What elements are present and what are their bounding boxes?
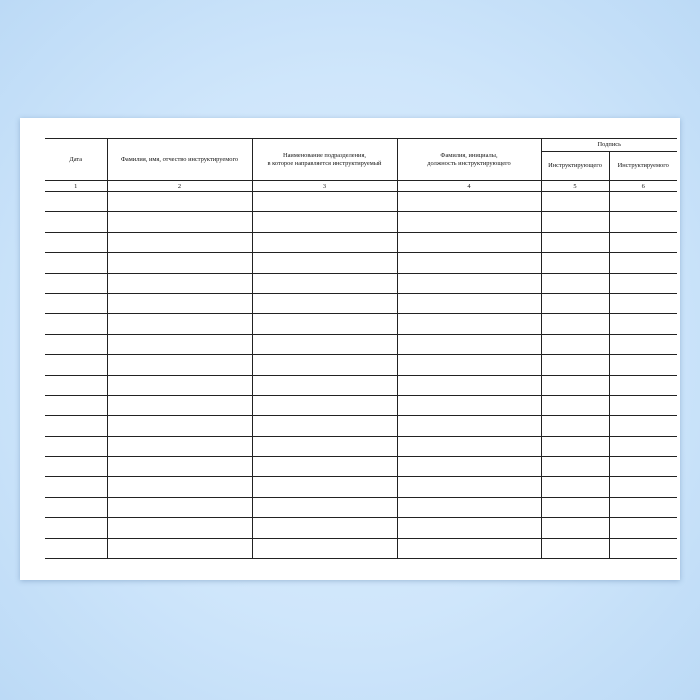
empty-cell[interactable] — [45, 436, 107, 456]
empty-cell[interactable] — [397, 416, 541, 436]
column-numbers-row — [45, 181, 677, 192]
empty-cell[interactable] — [252, 395, 397, 415]
form-sheet — [20, 118, 680, 580]
empty-cell[interactable] — [609, 416, 677, 436]
empty-cell[interactable] — [45, 477, 107, 497]
empty-cell[interactable] — [397, 375, 541, 395]
journal-table — [45, 138, 677, 559]
empty-cell[interactable] — [397, 497, 541, 517]
empty-cell[interactable] — [397, 232, 541, 252]
empty-cell[interactable] — [252, 334, 397, 354]
empty-cell[interactable] — [541, 395, 609, 415]
empty-cell[interactable] — [45, 314, 107, 334]
table-row — [45, 395, 677, 415]
empty-cell[interactable] — [45, 538, 107, 558]
empty-cell[interactable] — [541, 538, 609, 558]
table-row — [45, 457, 677, 477]
empty-cell[interactable] — [107, 334, 252, 354]
empty-cell[interactable] — [397, 212, 541, 232]
empty-cell[interactable] — [45, 253, 107, 273]
empty-cell[interactable] — [107, 538, 252, 558]
empty-cell[interactable] — [45, 375, 107, 395]
empty-cell[interactable] — [252, 375, 397, 395]
empty-cell[interactable] — [609, 538, 677, 558]
table-row — [45, 518, 677, 538]
empty-cell[interactable] — [609, 253, 677, 273]
empty-cell[interactable] — [252, 232, 397, 252]
empty-cell[interactable] — [609, 355, 677, 375]
table-row — [45, 232, 677, 252]
empty-cell[interactable] — [541, 334, 609, 354]
empty-cell[interactable] — [45, 457, 107, 477]
column-number: 1 — [45, 181, 107, 192]
header-sig-instructor: Инструктирующего — [541, 152, 609, 181]
empty-cell[interactable] — [45, 293, 107, 313]
table-row — [45, 416, 677, 436]
empty-cell[interactable] — [397, 355, 541, 375]
header-unit: Наименование подразделения, в которое направляется инструктируемый — [252, 139, 397, 181]
empty-cell[interactable] — [609, 518, 677, 538]
empty-cell[interactable] — [107, 395, 252, 415]
empty-cell[interactable] — [252, 538, 397, 558]
empty-cell[interactable] — [541, 518, 609, 538]
empty-cell[interactable] — [541, 273, 609, 293]
empty-cell[interactable] — [45, 334, 107, 354]
empty-cell[interactable] — [45, 232, 107, 252]
empty-cell[interactable] — [252, 314, 397, 334]
empty-cell[interactable] — [609, 334, 677, 354]
table-row — [45, 355, 677, 375]
empty-cell[interactable] — [252, 436, 397, 456]
column-number: 2 — [107, 181, 252, 192]
empty-cell[interactable] — [541, 457, 609, 477]
header-signature: Подпись — [541, 139, 677, 152]
empty-cell[interactable] — [45, 518, 107, 538]
empty-cell[interactable] — [252, 212, 397, 232]
empty-cell[interactable] — [107, 457, 252, 477]
empty-cell[interactable] — [45, 212, 107, 232]
empty-cell[interactable] — [609, 375, 677, 395]
empty-cell[interactable] — [107, 314, 252, 334]
empty-cell[interactable] — [107, 477, 252, 497]
empty-cell[interactable] — [107, 273, 252, 293]
empty-cell[interactable] — [541, 192, 609, 212]
empty-cell[interactable] — [541, 293, 609, 313]
empty-cell[interactable] — [107, 355, 252, 375]
empty-cell[interactable] — [609, 212, 677, 232]
empty-cell[interactable] — [397, 273, 541, 293]
empty-cell[interactable] — [609, 192, 677, 212]
column-number: 4 — [397, 181, 541, 192]
column-number: 5 — [541, 181, 609, 192]
table-row — [45, 477, 677, 497]
empty-cell[interactable] — [107, 375, 252, 395]
empty-cell[interactable] — [397, 518, 541, 538]
empty-cell[interactable] — [45, 192, 107, 212]
empty-cell[interactable] — [107, 518, 252, 538]
table-row — [45, 334, 677, 354]
empty-cell[interactable] — [541, 232, 609, 252]
empty-cell[interactable] — [107, 497, 252, 517]
empty-cell[interactable] — [252, 293, 397, 313]
empty-cell[interactable] — [252, 497, 397, 517]
empty-cell[interactable] — [541, 212, 609, 232]
empty-cell[interactable] — [541, 355, 609, 375]
column-number: 6 — [609, 181, 677, 192]
empty-cell[interactable] — [107, 436, 252, 456]
empty-cell[interactable] — [107, 212, 252, 232]
empty-cell[interactable] — [252, 457, 397, 477]
empty-cell[interactable] — [397, 395, 541, 415]
empty-cell[interactable] — [107, 253, 252, 273]
empty-cell[interactable] — [609, 457, 677, 477]
empty-cell[interactable] — [541, 436, 609, 456]
empty-cell[interactable] — [609, 477, 677, 497]
empty-cell[interactable] — [397, 334, 541, 354]
empty-cell[interactable] — [397, 477, 541, 497]
empty-cell[interactable] — [45, 273, 107, 293]
empty-cell[interactable] — [609, 436, 677, 456]
empty-cell[interactable] — [541, 477, 609, 497]
table-row — [45, 436, 677, 456]
empty-cell[interactable] — [252, 416, 397, 436]
header-instructor: Фамилия, инициалы, должность инструктирующего — [397, 139, 541, 181]
table-row — [45, 253, 677, 273]
empty-cell[interactable] — [107, 232, 252, 252]
empty-cell[interactable] — [541, 253, 609, 273]
empty-cell[interactable] — [107, 293, 252, 313]
empty-cell[interactable] — [45, 395, 107, 415]
header-full-name: Фамилия, имя, отчество инструктируемого — [107, 139, 252, 181]
empty-cell[interactable] — [397, 538, 541, 558]
empty-cell[interactable] — [397, 314, 541, 334]
empty-cell[interactable] — [45, 497, 107, 517]
empty-cell[interactable] — [252, 273, 397, 293]
empty-cell[interactable] — [609, 293, 677, 313]
empty-cell[interactable] — [397, 436, 541, 456]
empty-cell[interactable] — [541, 416, 609, 436]
empty-cell[interactable] — [45, 416, 107, 436]
empty-cell[interactable] — [609, 314, 677, 334]
header-sig-instructed: Инструктируемого — [609, 152, 677, 181]
empty-cell[interactable] — [609, 395, 677, 415]
empty-cell[interactable] — [252, 518, 397, 538]
empty-cell[interactable] — [397, 293, 541, 313]
empty-cell[interactable] — [609, 232, 677, 252]
column-number: 3 — [252, 181, 397, 192]
empty-cell[interactable] — [541, 314, 609, 334]
empty-cell[interactable] — [541, 375, 609, 395]
header-date: Дата — [45, 139, 107, 181]
empty-cell[interactable] — [541, 497, 609, 517]
empty-cell[interactable] — [252, 355, 397, 375]
empty-cell[interactable] — [252, 192, 397, 212]
table-row — [45, 314, 677, 334]
empty-cell[interactable] — [107, 416, 252, 436]
empty-cell[interactable] — [397, 457, 541, 477]
table-row — [45, 497, 677, 517]
table-row — [45, 192, 677, 212]
empty-cell[interactable] — [397, 253, 541, 273]
table-row — [45, 212, 677, 232]
table-row — [45, 538, 677, 558]
empty-cell[interactable] — [609, 497, 677, 517]
table-row — [45, 293, 677, 313]
empty-cell[interactable] — [45, 355, 107, 375]
empty-cell[interactable] — [397, 192, 541, 212]
empty-cell[interactable] — [107, 192, 252, 212]
empty-cell[interactable] — [252, 477, 397, 497]
empty-cell[interactable] — [252, 253, 397, 273]
empty-cell[interactable] — [609, 273, 677, 293]
table-row — [45, 273, 677, 293]
table-row — [45, 375, 677, 395]
